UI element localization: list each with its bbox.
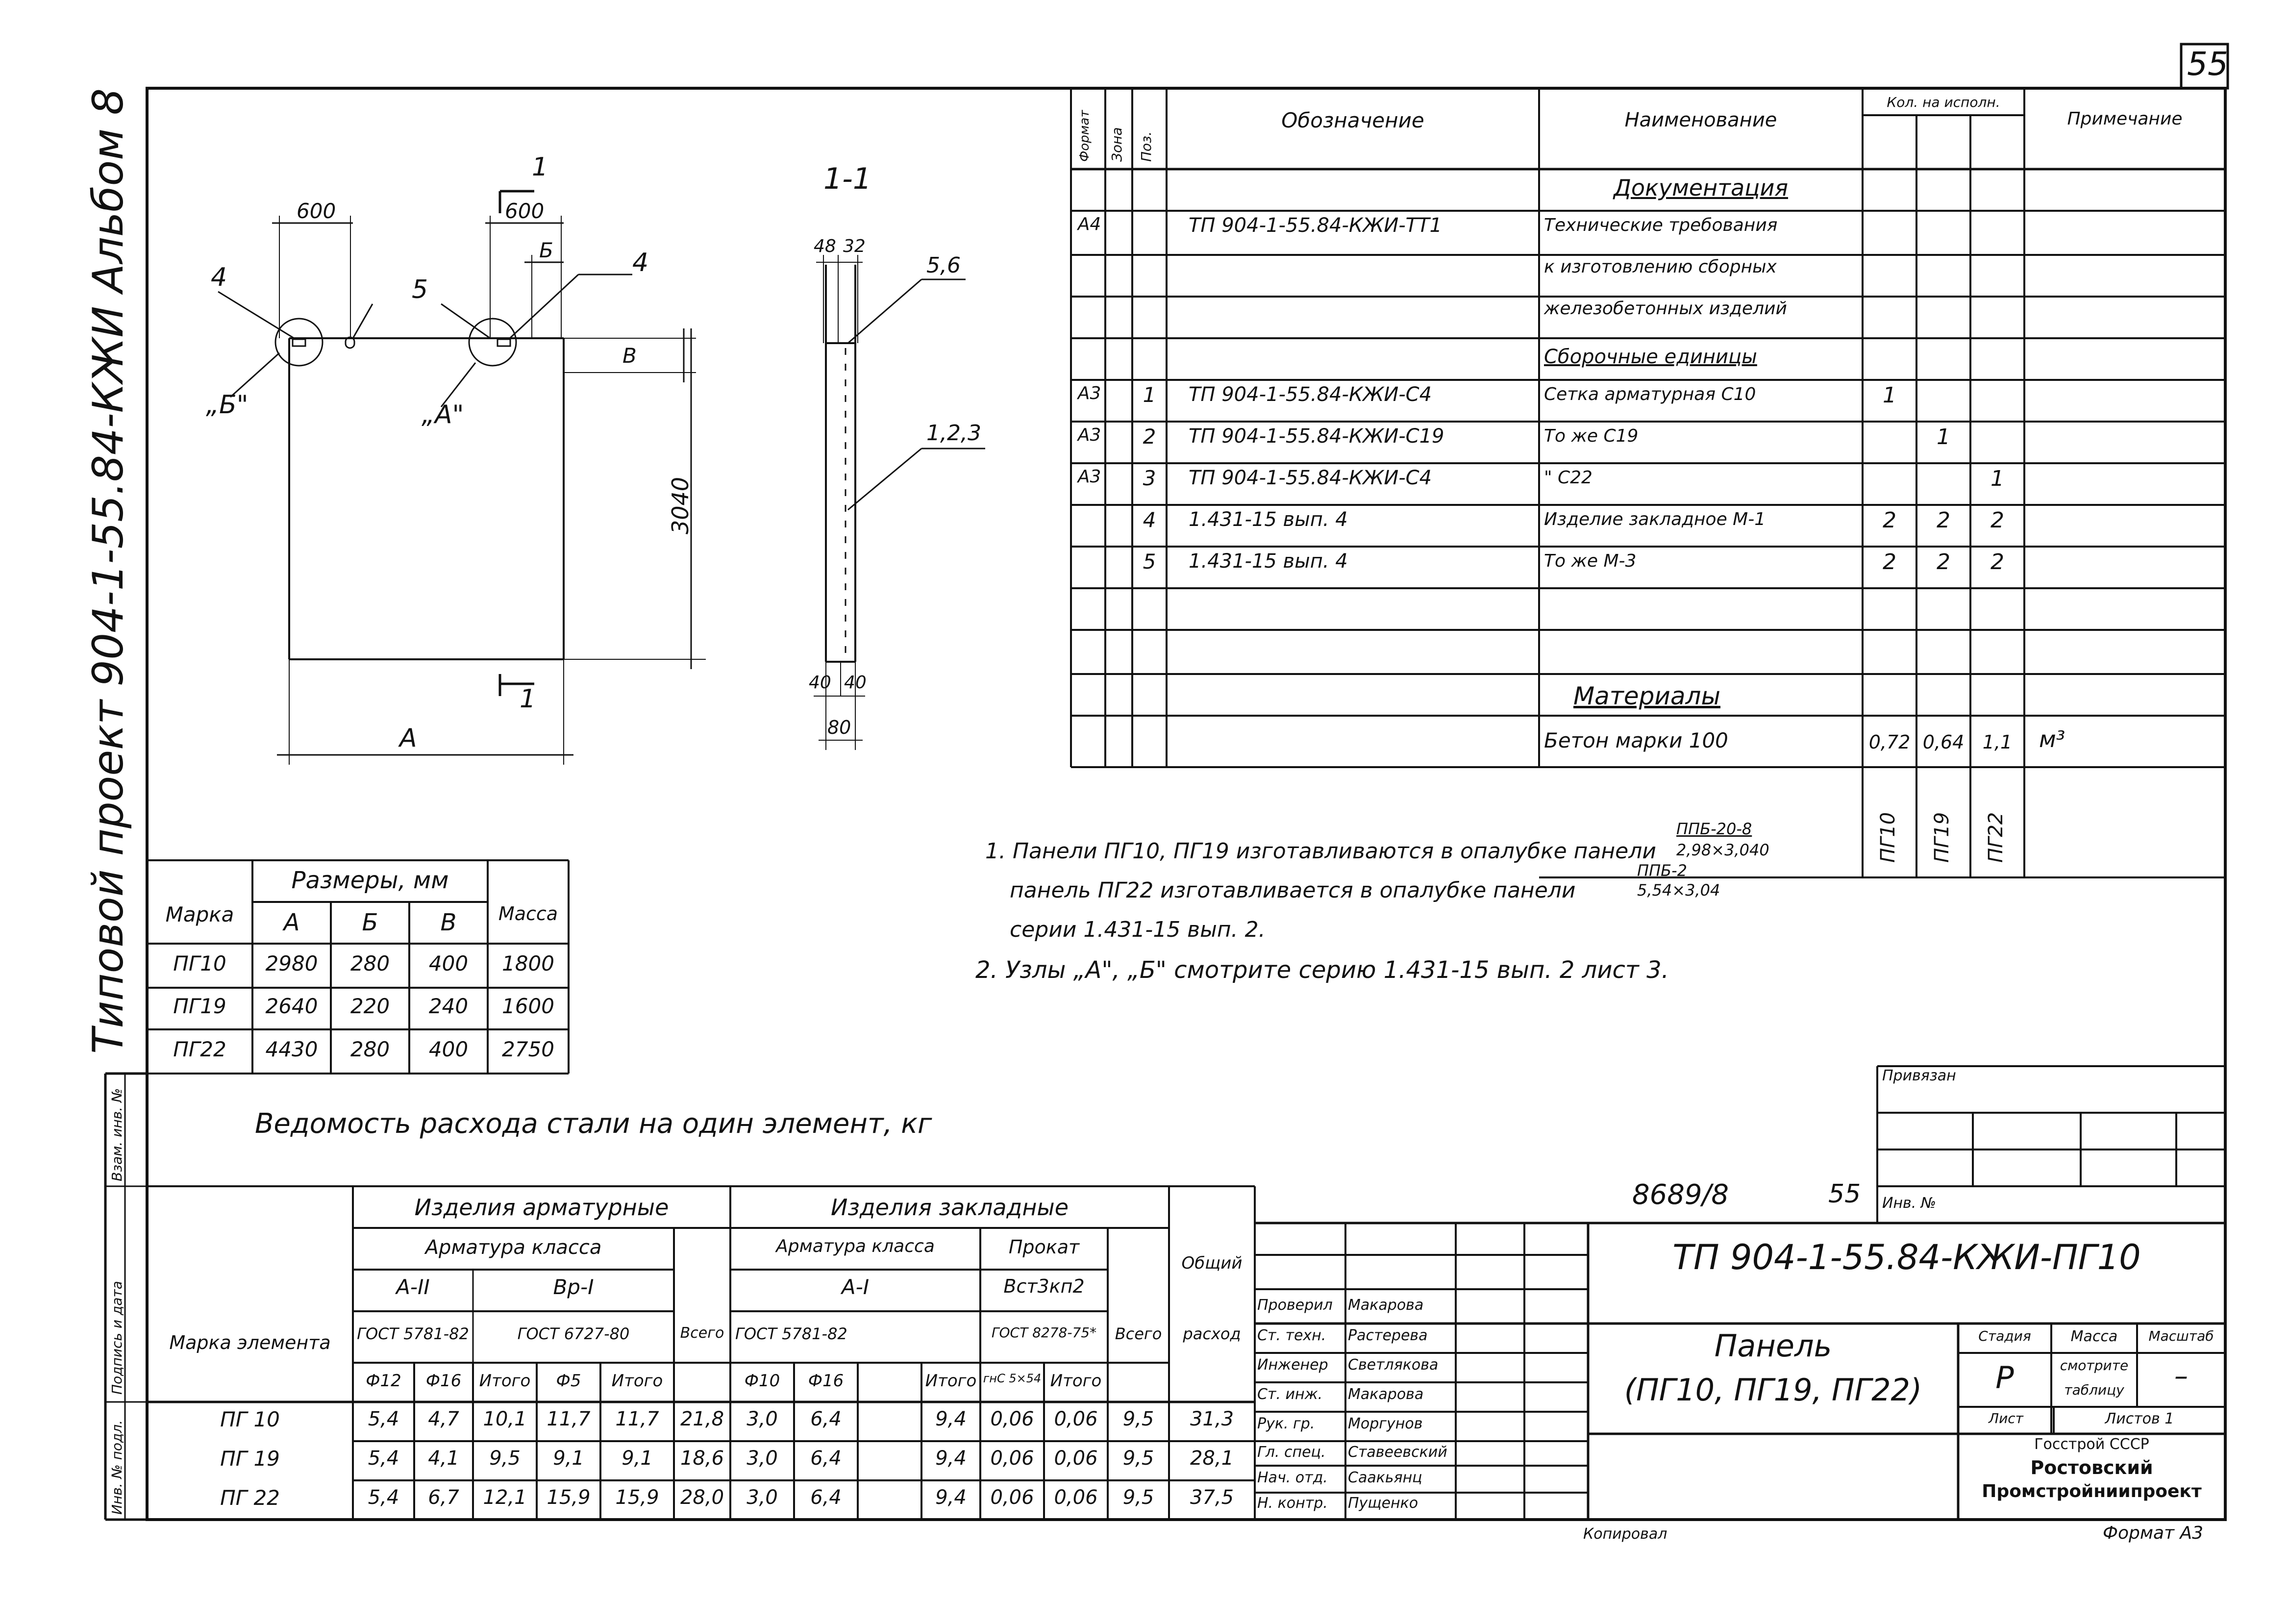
- steel-h-gost1: ГОСТ 5781-82: [357, 1324, 469, 1343]
- variant-label-pg19: ПГ19: [1931, 812, 1953, 863]
- spec-row-name: Изделие закладное М-1: [1544, 509, 1766, 529]
- dim-v: В: [622, 344, 637, 368]
- spec-row-name: Сетка арматурная С10: [1544, 384, 1756, 404]
- steel-row-value: 6,7: [428, 1486, 459, 1509]
- sizes-row-mark: ПГ22: [173, 1037, 226, 1061]
- note-frac1-bot: 2,98×3,040: [1676, 841, 1769, 859]
- node-b-label: „Б": [206, 390, 249, 420]
- callout-4-right: 4: [632, 248, 649, 277]
- steel-row-value: 0,06: [990, 1408, 1034, 1430]
- steel-row-value: 9,4: [935, 1486, 967, 1509]
- spec-header-note: Примечание: [2067, 109, 2183, 129]
- steel-h-gost3: ГОСТ 5781-82: [735, 1324, 847, 1343]
- steel-h-mark: Марка элемента: [169, 1332, 331, 1353]
- sizes-row-mass: 1600: [502, 994, 554, 1018]
- steel-row-value: 3,0: [746, 1486, 778, 1509]
- steel-h-vp1: Вр-I: [553, 1275, 594, 1299]
- spec-row-q3: 2: [1990, 508, 2004, 533]
- spec-row-designation: ТП 904-1-55.84-КЖИ-С4: [1189, 467, 1432, 489]
- steel-h-obsh1: Общий: [1181, 1253, 1243, 1273]
- material-q1: 0,72: [1868, 731, 1911, 753]
- sizes-col-b: Б: [362, 909, 378, 936]
- spec-row-format: А3: [1077, 467, 1101, 487]
- section-1-1: [814, 255, 985, 750]
- stage-header: Стадия: [1978, 1328, 2031, 1344]
- sizes-row-b: 280: [350, 951, 390, 975]
- format-label: Формат А3: [2103, 1523, 2204, 1543]
- role-name: Растерева: [1348, 1327, 1428, 1344]
- spec-row-pos: 5: [1143, 550, 1156, 574]
- steel-subheader: Итого: [1050, 1371, 1102, 1391]
- steel-h-gost2: ГОСТ 6727-80: [517, 1324, 630, 1343]
- sizes-row-mass: 2750: [502, 1037, 554, 1061]
- section-dim-40a: 40: [809, 673, 831, 693]
- note-line-2: панель ПГ22 изготавливается в опалубке панели: [1010, 878, 1576, 903]
- spec-row-q2: 2: [1937, 550, 1950, 575]
- steel-row-mark: ПГ 19: [220, 1447, 280, 1471]
- spec-header-qty: Кол. на исполн.: [1887, 94, 2000, 110]
- spec-row-q1: 2: [1883, 508, 1896, 533]
- steel-subheader: Ф12: [366, 1371, 401, 1391]
- sizes-row-a: 2640: [265, 994, 318, 1018]
- steel-subheader: Ф5: [556, 1371, 581, 1391]
- note-frac2-bot: 5,54×3,04: [1637, 881, 1720, 899]
- steel-h-a1: A-I: [841, 1275, 870, 1299]
- archive-sheet: 55: [1828, 1179, 1861, 1209]
- mass-value-1: смотрите: [2060, 1357, 2129, 1374]
- spec-row-q1: 1: [1883, 383, 1896, 408]
- note-line-4: 2. Узлы „А", „Б" смотрите серию 1.431-15 вып. 2 лист 3.: [975, 956, 1669, 984]
- steel-row-value: 9,5: [1122, 1447, 1154, 1470]
- sizes-row-v: 240: [428, 994, 469, 1018]
- section-mark-bottom: 1: [520, 684, 536, 714]
- sheets-label: Листов 1: [2105, 1410, 2174, 1427]
- steel-h-arm: Изделия арматурные: [414, 1194, 669, 1221]
- note-frac2-top: ППБ-2: [1637, 861, 1687, 880]
- steel-h-a2: A-II: [396, 1275, 430, 1299]
- callout-5: 5: [412, 275, 428, 304]
- inv-no-label: Инв. №: [1882, 1195, 1937, 1212]
- steel-row-value: 0,06: [990, 1447, 1034, 1470]
- dim-3040: 3040: [667, 476, 694, 534]
- sizes-row-v: 400: [428, 951, 469, 975]
- spec-header-zone: Зона: [1109, 127, 1125, 162]
- copied-label: Копировал: [1583, 1525, 1667, 1543]
- section-dim-32: 32: [843, 236, 866, 256]
- stamp-vzam: Взам. инв. №: [109, 1088, 125, 1181]
- steel-row-value: 5,4: [368, 1486, 399, 1509]
- role-title: Рук. гр.: [1257, 1415, 1315, 1432]
- steel-row-value: 4,1: [428, 1447, 459, 1470]
- role-name: Макарова: [1348, 1297, 1424, 1314]
- privyazan-label: Привязан: [1882, 1067, 1956, 1084]
- steel-row-value: 4,7: [428, 1408, 459, 1430]
- stamp-podpis: Подпись и дата: [109, 1281, 125, 1395]
- role-title: Проверил: [1257, 1297, 1333, 1314]
- spec-row-q2: 1: [1937, 425, 1950, 450]
- spec-row-pos: 3: [1143, 466, 1156, 490]
- role-name: Макарова: [1348, 1386, 1424, 1403]
- steel-subheader: Итого: [611, 1371, 663, 1391]
- spec-header-pos: Поз.: [1138, 131, 1154, 162]
- steel-h-gost4: ГОСТ 8278-75*: [991, 1324, 1097, 1341]
- org-gosstroy: Госстрой СССР: [2034, 1436, 2149, 1453]
- steel-row-value: 6,4: [810, 1447, 842, 1470]
- steel-row-value: 9,1: [553, 1447, 584, 1470]
- steel-row-value: 6,4: [810, 1486, 842, 1509]
- archive-number: 8689/8: [1632, 1179, 1729, 1211]
- sizes-row-v: 400: [428, 1037, 469, 1061]
- variant-label-pg10: ПГ10: [1877, 812, 1899, 863]
- album-title: Типовой проект 904-1-55.84-КЖИ Альбом 8: [84, 88, 133, 1054]
- spec-header-name: Наименование: [1624, 109, 1777, 131]
- section-mark-top: 1: [532, 152, 548, 182]
- callout-4-left: 4: [211, 263, 227, 292]
- variant-label-pg22: ПГ22: [1985, 812, 2007, 863]
- spec-row-q3: 2: [1990, 550, 2004, 575]
- steel-row-value: 12,1: [483, 1486, 527, 1509]
- stamp-inv-podl: Инв. № подл.: [109, 1420, 125, 1515]
- sizes-row-b: 220: [350, 994, 390, 1018]
- steel-title: Ведомость расхода стали на один элемент, кг: [255, 1108, 932, 1140]
- spec-row-name: Технические требования: [1544, 215, 1778, 235]
- steel-row-value: 11,7: [547, 1408, 591, 1430]
- dim-600-left: 600: [297, 199, 336, 223]
- steel-h-vsego: Всего: [680, 1324, 724, 1342]
- steel-subheader: Ф10: [744, 1371, 780, 1391]
- steel-row-value: 9,5: [1122, 1408, 1154, 1430]
- spec-row-name: " С22: [1544, 468, 1592, 488]
- sizes-row-mass: 1800: [502, 951, 554, 975]
- spec-row-q3: 1: [1990, 466, 2004, 491]
- sheet-frame: [147, 88, 2225, 1520]
- org-institute: Промстройниипроект: [1982, 1481, 2202, 1501]
- spec-row-pos: 2: [1143, 425, 1156, 449]
- sizes-row-a: 2980: [265, 951, 318, 975]
- sizes-row-b: 280: [350, 1037, 390, 1061]
- role-title: Инженер: [1257, 1356, 1328, 1374]
- steel-row-value: 11,7: [615, 1408, 659, 1430]
- role-name: Пущенко: [1348, 1495, 1418, 1512]
- steel-row-value: 5,4: [368, 1447, 399, 1470]
- spec-header-designation: Обозначение: [1281, 108, 1424, 132]
- sizes-header-mass: Масса: [498, 903, 558, 924]
- steel-row-value: 0,06: [1054, 1486, 1098, 1509]
- role-title: Ст. техн.: [1257, 1327, 1326, 1344]
- steel-row-value: 0,06: [1054, 1408, 1098, 1430]
- steel-row-value: 3,0: [746, 1408, 778, 1430]
- section-title: 1-1: [823, 162, 871, 196]
- role-title: Нач. отд.: [1257, 1469, 1328, 1486]
- steel-row-mark: ПГ 10: [220, 1407, 280, 1431]
- sizes-row-mark: ПГ10: [173, 951, 226, 975]
- sheet-number: 55: [2187, 45, 2228, 83]
- spec-row-name: То же М-3: [1544, 551, 1637, 571]
- spec-row-designation: ТП 904-1-55.84-КЖИ-ТТ1: [1189, 214, 1442, 237]
- spec-row-designation: 1.431-15 вып. 4: [1189, 550, 1348, 573]
- spec-section-docs: Документация: [1613, 175, 1789, 201]
- role-name: Ставеевский: [1348, 1444, 1447, 1461]
- role-name: Саакьянц: [1348, 1469, 1422, 1486]
- role-name: Моргунов: [1348, 1415, 1423, 1432]
- material-unit: м³: [2039, 726, 2065, 752]
- note-line-1: 1. Панели ПГ10, ПГ19 изготавливаются в опалубке панели: [985, 839, 1656, 864]
- role-title: Н. контр.: [1257, 1495, 1328, 1512]
- org-rostov: Ростовский: [2030, 1457, 2153, 1478]
- spec-row-q2: 2: [1937, 508, 1950, 533]
- spec-row-format: А3: [1077, 425, 1101, 445]
- section-callout-123: 1,2,3: [926, 421, 981, 446]
- steel-row-value: 9,4: [935, 1408, 967, 1430]
- product-variants: (ПГ10, ПГ19, ПГ22): [1624, 1372, 1922, 1408]
- dim-b: Б: [539, 238, 553, 262]
- spec-row-designation: ТП 904-1-55.84-КЖИ-С4: [1189, 383, 1432, 406]
- product-name: Панель: [1714, 1328, 1832, 1364]
- dim-600-right: 600: [505, 199, 545, 223]
- steel-row-value: 10,1: [483, 1408, 527, 1430]
- sheet-label: Лист: [1989, 1410, 2023, 1426]
- role-name: Светлякова: [1348, 1356, 1439, 1374]
- scale-value: –: [2174, 1360, 2188, 1392]
- steel-row-value: 9,4: [935, 1447, 967, 1470]
- steel-row-mark: ПГ 22: [220, 1486, 280, 1510]
- steel-row-value: 37,5: [1190, 1486, 1234, 1509]
- steel-h-prokat: Прокат: [1008, 1236, 1080, 1258]
- spec-row-pos: 4: [1143, 508, 1156, 532]
- steel-h-zakl: Изделия закладные: [830, 1194, 1069, 1221]
- dim-a: А: [399, 724, 417, 753]
- section-callout-56: 5,6: [926, 253, 961, 278]
- steel-subheader: Ф16: [425, 1371, 462, 1391]
- mass-header: Масса: [2070, 1328, 2118, 1345]
- sizes-col-a: А: [283, 909, 300, 936]
- steel-h-vsego2: Всего: [1115, 1324, 1162, 1343]
- spec-header-format: Формат: [1077, 110, 1092, 162]
- steel-subheader: гнС 5×54: [983, 1372, 1042, 1385]
- spec-row-q1: 2: [1883, 550, 1896, 575]
- sizes-header-sizes: Размеры, мм: [291, 867, 449, 894]
- steel-row-value: 9,5: [489, 1447, 521, 1470]
- role-title: Гл. спец.: [1257, 1444, 1326, 1461]
- spec-row-format: А4: [1077, 214, 1101, 234]
- node-a-label: „А": [422, 400, 464, 429]
- spec-row-name: к изготовлению сборных: [1544, 257, 1777, 277]
- drawing-code: ТП 904-1-55.84-КЖИ-ПГ10: [1672, 1237, 2141, 1277]
- spec-row-format: А3: [1077, 383, 1101, 403]
- mass-value-2: таблицу: [2064, 1382, 2124, 1398]
- steel-row-value: 5,4: [368, 1408, 399, 1430]
- spec-row-designation: ТП 904-1-55.84-КЖИ-С19: [1189, 425, 1444, 448]
- section-dim-40b: 40: [844, 673, 867, 693]
- spec-row-name: То же С19: [1544, 426, 1639, 446]
- steel-h-armatura: Арматура класса: [425, 1236, 602, 1259]
- steel-h-obsh2: расход: [1183, 1324, 1241, 1343]
- steel-row-value: 31,3: [1190, 1408, 1234, 1430]
- sizes-row-a: 4430: [265, 1037, 318, 1061]
- section-dim-48: 48: [814, 236, 836, 256]
- steel-row-value: 0,06: [990, 1486, 1034, 1509]
- sizes-row-mark: ПГ19: [173, 994, 226, 1018]
- steel-row-value: 15,9: [615, 1486, 659, 1509]
- steel-subheader: Итого: [479, 1371, 531, 1391]
- steel-row-value: 21,8: [680, 1408, 724, 1430]
- spec-row-name: железобетонных изделий: [1544, 299, 1787, 319]
- note-frac1-top: ППБ-20-8: [1676, 820, 1752, 838]
- role-title: Ст. инж.: [1257, 1386, 1323, 1403]
- steel-row-value: 9,5: [1122, 1486, 1154, 1509]
- steel-row-value: 6,4: [810, 1408, 842, 1430]
- steel-row-value: 18,6: [680, 1447, 724, 1470]
- steel-row-value: 15,9: [547, 1486, 591, 1509]
- sizes-col-v: В: [440, 909, 457, 936]
- sizes-header-mark: Марка: [165, 902, 234, 926]
- steel-row-value: 9,1: [622, 1447, 653, 1470]
- steel-row-value: 28,1: [1190, 1447, 1234, 1470]
- material-name: Бетон марки 100: [1544, 728, 1728, 752]
- spec-section-assemblies: Сборочные единицы: [1544, 346, 1757, 368]
- scale-header: Масштаб: [2148, 1328, 2214, 1344]
- spec-row-designation: 1.431-15 вып. 4: [1189, 508, 1348, 531]
- spec-row-pos: 1: [1143, 383, 1156, 407]
- steel-row-value: 3,0: [746, 1447, 778, 1470]
- section-dim-80: 80: [827, 717, 851, 738]
- steel-row-value: 0,06: [1054, 1447, 1098, 1470]
- steel-row-value: 28,0: [680, 1486, 724, 1509]
- steel-subheader: Ф16: [808, 1371, 844, 1391]
- steel-h-vst: Вст3кп2: [1003, 1275, 1085, 1297]
- note-line-3: серии 1.431-15 вып. 2.: [1010, 917, 1266, 942]
- material-q2: 0,64: [1922, 731, 1965, 753]
- spec-section-materials: Материалы: [1573, 682, 1720, 710]
- steel-h-armatura2: Арматура класса: [776, 1236, 935, 1256]
- stage-value: Р: [1995, 1360, 2014, 1396]
- steel-subheader: Итого: [925, 1371, 977, 1391]
- material-q3: 1,1: [1982, 731, 2013, 753]
